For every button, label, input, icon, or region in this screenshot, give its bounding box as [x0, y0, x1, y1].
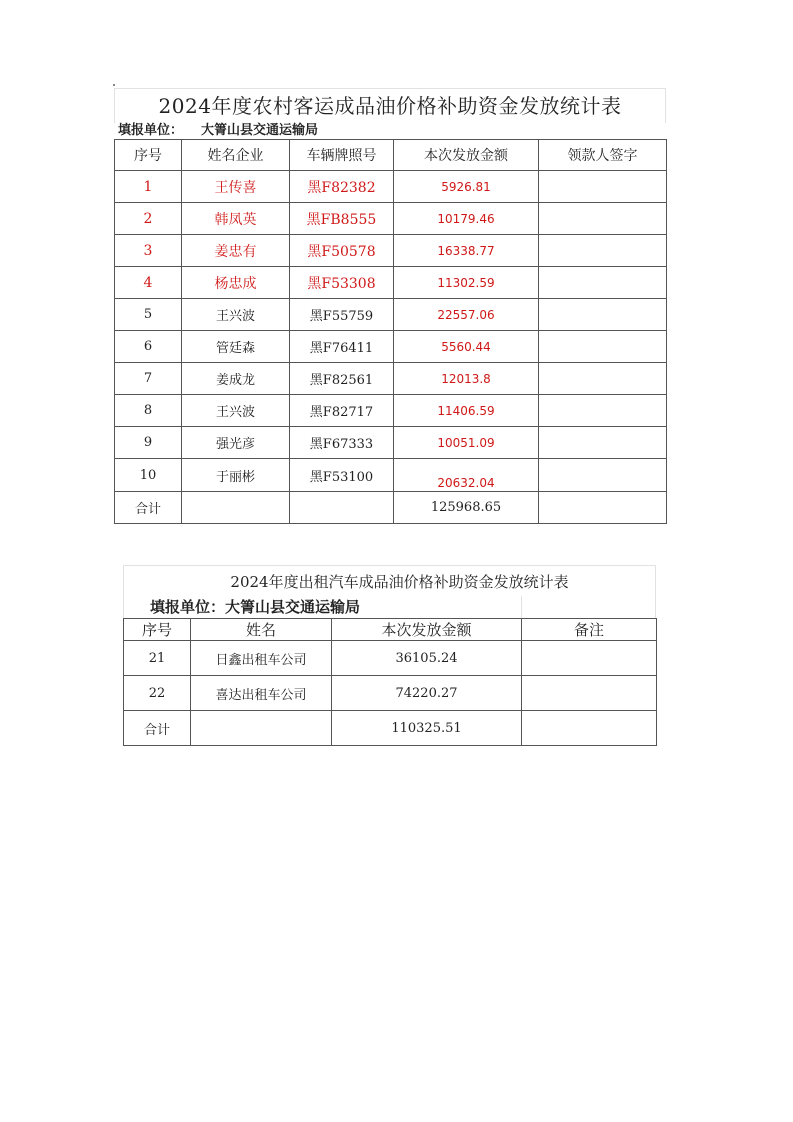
seq-cell: 9	[115, 427, 182, 459]
unit-separator	[655, 596, 656, 618]
table-row	[124, 676, 657, 711]
name-cell: 姜成龙	[182, 363, 290, 395]
signature-cell	[539, 235, 667, 267]
amount-cell: 22557.06	[394, 299, 539, 331]
total-empty-cell	[539, 492, 667, 524]
name-cell: 王传喜	[182, 171, 290, 203]
plate-cell: 黑F76411	[290, 331, 394, 363]
name-cell: 王兴波	[182, 299, 290, 331]
seq-cell: 2	[115, 203, 182, 235]
amount-cell: 74220.27	[332, 676, 522, 711]
table2-total-row	[124, 711, 657, 746]
remark-cell	[522, 641, 657, 676]
amount-cell: 5560.44	[394, 331, 539, 363]
table-row	[115, 363, 667, 395]
table1-unit-line	[114, 123, 666, 139]
plate-cell: 黑F82717	[290, 395, 394, 427]
signature-cell	[539, 363, 667, 395]
name-cell: 管廷森	[182, 331, 290, 363]
table2-header-row	[124, 619, 657, 641]
amount-cell: 10051.09	[394, 427, 539, 459]
header-cell: 序号	[115, 140, 182, 171]
seq-cell: 4	[115, 267, 182, 299]
total-empty-cell	[191, 711, 332, 746]
corner-mark	[113, 84, 115, 86]
remark-cell	[522, 676, 657, 711]
table-row	[115, 427, 667, 459]
seq-cell: 10	[115, 459, 182, 492]
seq-cell: 1	[115, 171, 182, 203]
signature-cell	[539, 427, 667, 459]
plate-cell: 黑F55759	[290, 299, 394, 331]
seq-cell: 22	[124, 676, 191, 711]
amount-cell: 11406.59	[394, 395, 539, 427]
total-label-cell: 合计	[124, 711, 191, 746]
name-cell: 姜忠有	[182, 235, 290, 267]
name-cell: 喜达出租车公司	[191, 676, 332, 711]
signature-cell	[539, 171, 667, 203]
table1-unit-label: 填报单位：	[118, 123, 184, 138]
table1-header-row	[115, 140, 667, 171]
table1-unit-value: 大箐山县交通运输局	[201, 123, 319, 138]
plate-cell: 黑F82382	[290, 171, 394, 203]
table-row	[115, 299, 667, 331]
plate-cell: 黑F67333	[290, 427, 394, 459]
amount-cell: 12013.8	[394, 363, 539, 395]
seq-cell: 21	[124, 641, 191, 676]
table2-unit-line	[123, 596, 656, 618]
table-row	[115, 203, 667, 235]
amount-cell: 10179.46	[394, 203, 539, 235]
header-cell: 姓名企业	[182, 140, 290, 171]
name-cell: 王兴波	[182, 395, 290, 427]
seq-cell: 7	[115, 363, 182, 395]
table-row	[115, 267, 667, 299]
table1-title: 2024年度农村客运成品油价格补助资金发放统计表	[114, 88, 666, 123]
signature-cell	[539, 459, 667, 492]
table-row	[115, 171, 667, 203]
total-amount-cell: 110325.51	[332, 711, 522, 746]
plate-cell: 黑F53100	[290, 459, 394, 492]
rural-bus-subsidy-table	[114, 88, 666, 524]
table-row	[115, 331, 667, 363]
total-empty-cell	[290, 492, 394, 524]
header-cell: 车辆牌照号	[290, 140, 394, 171]
table1-total-row	[115, 492, 667, 524]
table-row	[115, 459, 667, 492]
seq-cell: 3	[115, 235, 182, 267]
table2-grid	[123, 618, 657, 746]
plate-cell: 黑FB8555	[290, 203, 394, 235]
name-cell: 杨忠成	[182, 267, 290, 299]
seq-cell: 6	[115, 331, 182, 363]
total-amount-cell: 125968.65	[394, 492, 539, 524]
table-row	[124, 641, 657, 676]
total-empty-cell	[522, 711, 657, 746]
plate-cell: 黑F50578	[290, 235, 394, 267]
table2-title: 2024年度出租汽车成品油价格补助资金发放统计表	[123, 565, 656, 596]
header-cell: 本次发放金额	[394, 140, 539, 171]
plate-cell: 黑F82561	[290, 363, 394, 395]
name-cell: 日鑫出租车公司	[191, 641, 332, 676]
name-cell: 于丽彬	[182, 459, 290, 492]
amount-cell: 11302.59	[394, 267, 539, 299]
name-cell: 韩凤英	[182, 203, 290, 235]
table2-unit-text: 填报单位：大箐山县交通运输局	[150, 598, 361, 616]
table-row	[115, 235, 667, 267]
unit-separator	[521, 596, 522, 618]
amount-cell: 36105.24	[332, 641, 522, 676]
plate-cell: 黑F53308	[290, 267, 394, 299]
table1-grid	[114, 139, 667, 524]
signature-cell	[539, 267, 667, 299]
header-cell: 本次发放金额	[332, 619, 522, 641]
amount-cell: 20632.04	[394, 459, 539, 492]
amount-cell: 16338.77	[394, 235, 539, 267]
header-cell: 序号	[124, 619, 191, 641]
header-cell: 备注	[522, 619, 657, 641]
signature-cell	[539, 299, 667, 331]
signature-cell	[539, 395, 667, 427]
amount-cell: 5926.81	[394, 171, 539, 203]
signature-cell	[539, 331, 667, 363]
signature-cell	[539, 203, 667, 235]
seq-cell: 5	[115, 299, 182, 331]
seq-cell: 8	[115, 395, 182, 427]
taxi-subsidy-table	[123, 565, 656, 746]
header-cell: 姓名	[191, 619, 332, 641]
table-row	[115, 395, 667, 427]
total-label-cell: 合计	[115, 492, 182, 524]
header-cell: 领款人签字	[539, 140, 667, 171]
total-empty-cell	[182, 492, 290, 524]
name-cell: 强光彦	[182, 427, 290, 459]
